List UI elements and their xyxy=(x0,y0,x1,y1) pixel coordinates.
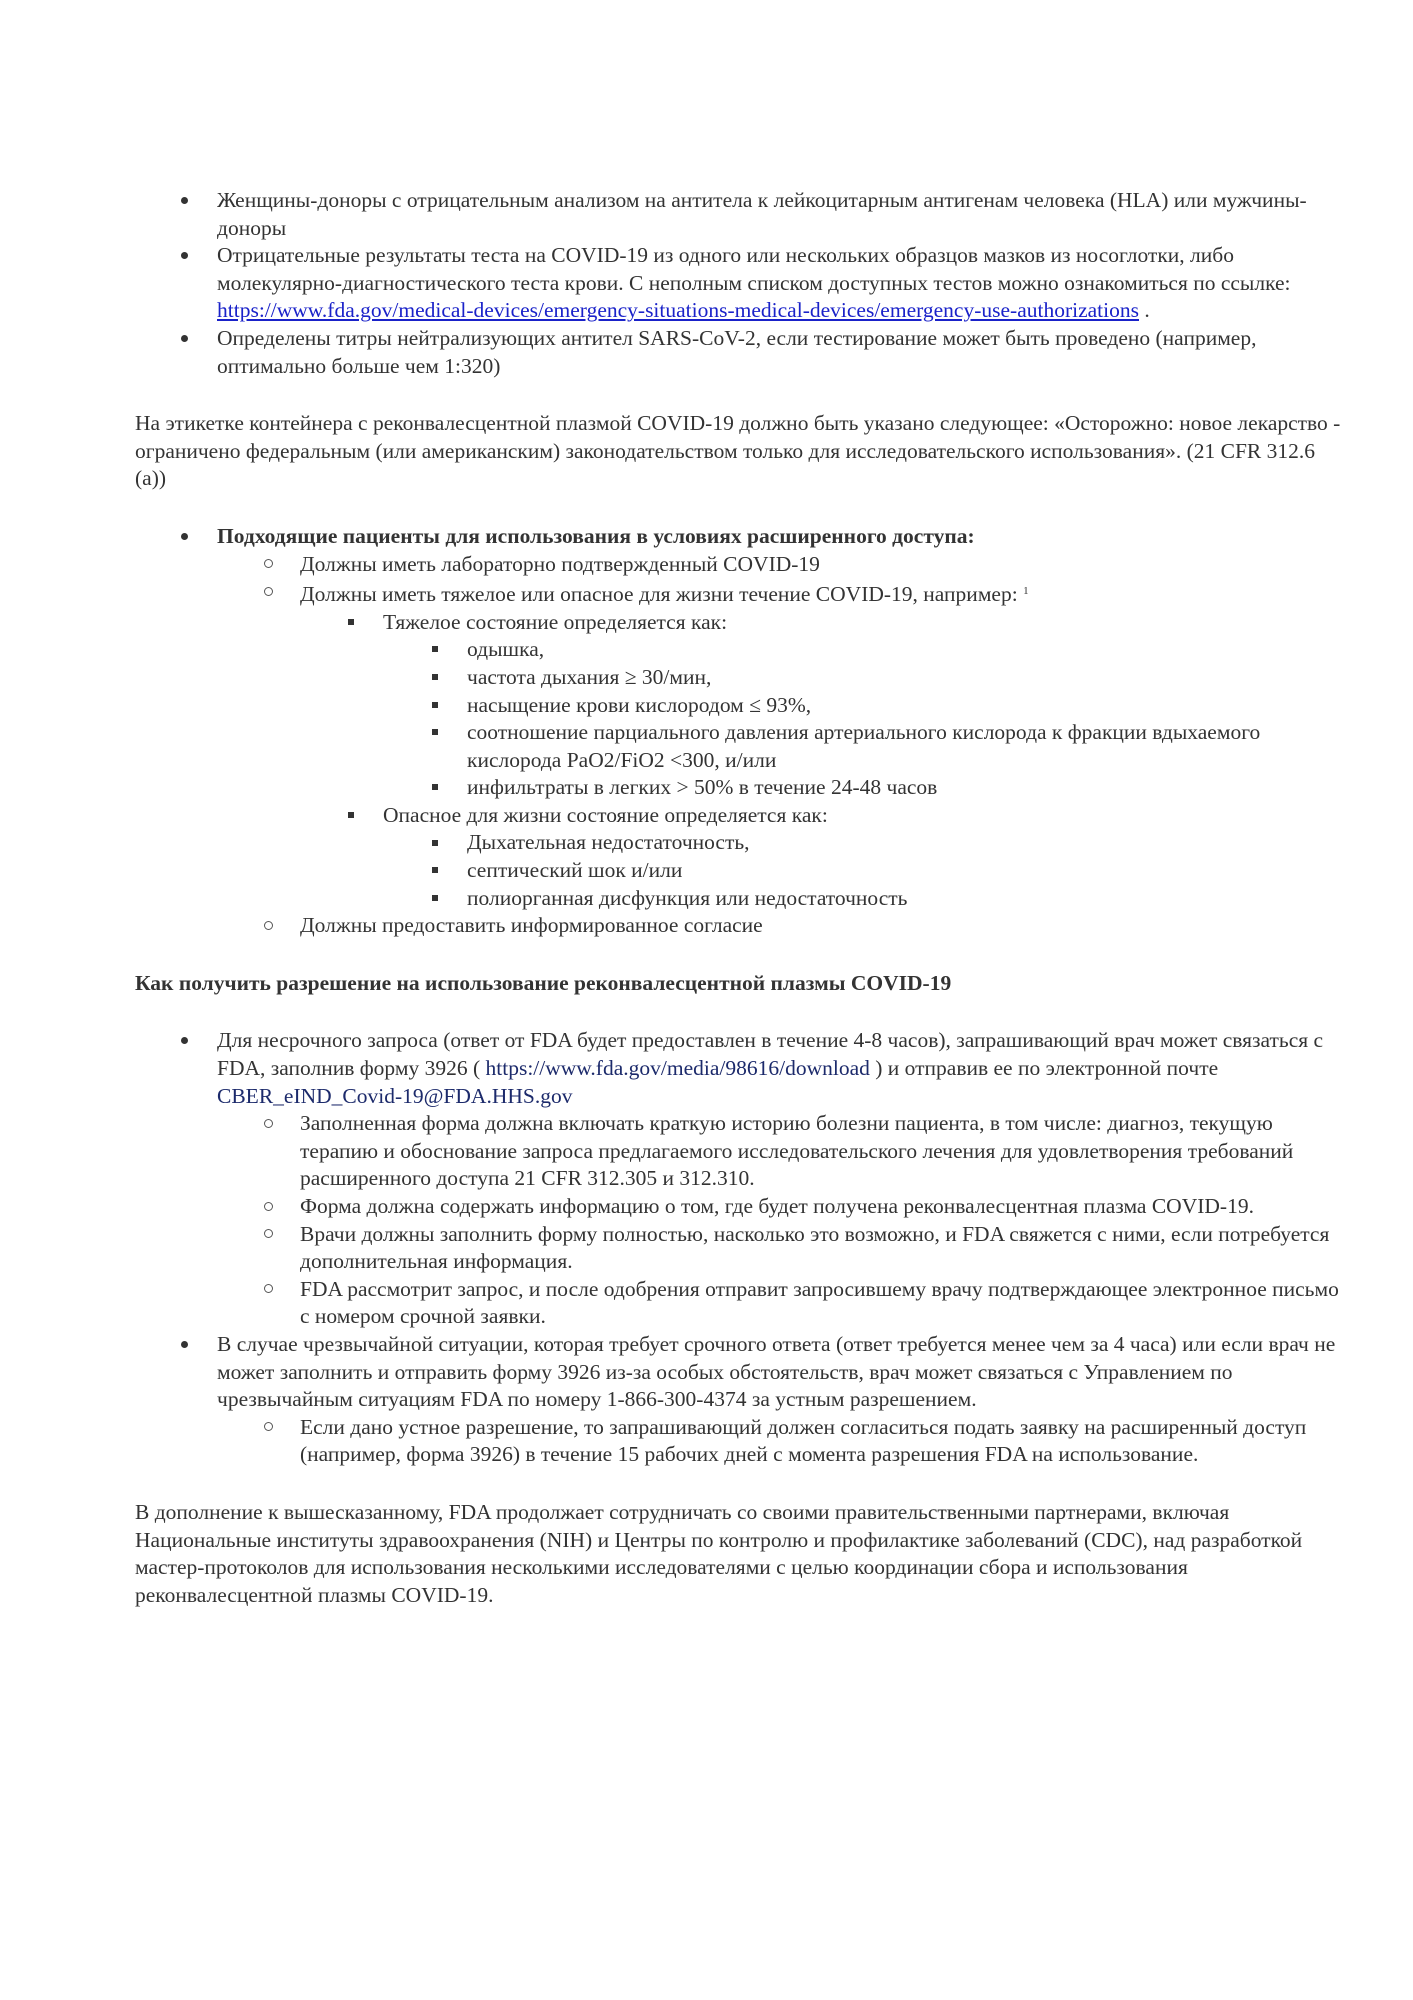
bullet-circle-icon xyxy=(258,578,278,606)
list-item-text: Женщины-доноры с отрицательным анализом на антитела к лейкоцитарным антигенам человека (HLA) или мужчины-доноры xyxy=(217,188,1307,240)
list-item xyxy=(135,1414,1345,1469)
list-item-text: Должны иметь тяжелое или опасное для жизни течение COVID-19, например: xyxy=(300,582,1024,607)
bullet-square-icon xyxy=(425,664,445,692)
section-heading: Как получить разрешение на использование реконвалесцентной плазмы COVID-19 xyxy=(135,970,952,995)
bullet-square-icon xyxy=(425,636,445,664)
list-item xyxy=(135,664,1345,692)
list-item xyxy=(135,912,1345,940)
list-item xyxy=(135,1331,1345,1414)
list-item xyxy=(135,1276,1345,1331)
list-item-text: Опасное для жизни состояние определяется как: xyxy=(383,802,828,827)
donor-criteria-list xyxy=(135,187,1345,380)
list-item-text: . xyxy=(1139,298,1150,323)
bullet-circle-icon xyxy=(258,1193,278,1221)
list-item-text: Должны предоставить информированное согласие xyxy=(300,913,763,938)
bullet-square-icon xyxy=(341,802,361,830)
bullet-dot-icon xyxy=(174,1027,194,1055)
bullet-dot-icon xyxy=(174,187,194,215)
bullet-circle-icon xyxy=(258,1110,278,1138)
bullet-square-icon xyxy=(425,719,445,747)
label-paragraph: На этикетке контейнера с реконвалесцентной плазмой COVID-19 должно быть указано следующее: «Осторожно: новое лекарство - ограничено федеральным (или американским) законодательством только для исследовательского использования». (21 CFR 312.6 (a)) xyxy=(135,411,1341,491)
list-item-text: ) и отправив ее по электронной почте xyxy=(869,1056,1219,1081)
list-item-text: Для несрочного запроса (ответ от FDA будет предоставлен в течение 4-8 часов), запрашивающий врач может связаться с FDA, заполнив форму 3926 ( xyxy=(217,1028,1324,1081)
closing-paragraph: В дополнение к вышесказанному, FDA продолжает сотрудничать со своими правительственными партнерами, включая Национальные институты здравоохранения (NIH) и Центры по контролю и профилактике заболеваний (CDC), над разработкой мастер-протоколов для использования несколькими исследователями с целью координации сбора и использования реконвалесцентной плазмы COVID-19. xyxy=(135,1499,1303,1607)
eligible-patients-list xyxy=(135,523,1345,940)
footnote-marker[interactable]: 1 xyxy=(1023,585,1029,598)
bullet-dot-icon xyxy=(174,523,194,551)
list-item-text: одышка, xyxy=(467,637,545,662)
bullet-square-icon xyxy=(425,774,445,802)
bullet-circle-icon xyxy=(258,1414,278,1442)
list-item xyxy=(135,187,1345,242)
list-item xyxy=(135,636,1345,664)
list-item-text: насыщение крови кислородом ≤ 93%, xyxy=(467,692,812,717)
bullet-square-icon xyxy=(341,609,361,637)
list-item-text: Дыхательная недостаточность, xyxy=(467,830,750,855)
list-item xyxy=(135,1110,1345,1193)
list-item xyxy=(135,774,1345,802)
document-page xyxy=(135,187,1345,1609)
list-item xyxy=(135,857,1345,885)
list-item-text: Отрицательные результаты теста на COVID-19 из одного или нескольких образцов мазков из носоглотки, либо молекулярно-диагностического теста крови. С неполным списком доступных тестов можно ознакомиться по ссылке: xyxy=(217,243,1291,295)
list-item xyxy=(135,802,1345,830)
list-item-text: полиорганная дисфункция или недостаточность xyxy=(467,885,908,910)
bullet-dot-icon xyxy=(174,1331,194,1359)
list-item-text: Форма должна содержать информацию о том, где будет получена реконвалесцентная плазма COVID-19. xyxy=(300,1194,1254,1218)
section-subheading: Подходящие пациенты для использования в условиях расширенного доступа: xyxy=(217,523,975,548)
bullet-square-icon xyxy=(425,829,445,857)
list-item xyxy=(135,719,1345,774)
list-item xyxy=(135,885,1345,913)
bullet-dot-icon xyxy=(174,242,194,270)
spacer xyxy=(135,940,1345,970)
list-item-text: Заполненная форма должна включать краткую историю болезни пациента, в том числе: диагноз, текущую терапию и обоснование запроса предлагаемого исследовательского лечения для удовлетворения требований расширенного доступа 21 CFR 312.305 и 312.310. xyxy=(300,1111,1294,1191)
bullet-square-icon xyxy=(425,885,445,913)
list-item xyxy=(135,829,1345,857)
bullet-dot-icon xyxy=(174,325,194,353)
list-item xyxy=(135,551,1345,579)
email-link[interactable]: CBER_eIND_Covid-19@FDA.HHS.gov xyxy=(217,1083,573,1108)
how-to-list xyxy=(135,1027,1345,1469)
list-item xyxy=(135,1221,1345,1276)
list-item-text: Должны иметь лабораторно подтвержденный COVID-19 xyxy=(300,551,820,576)
bullet-circle-icon xyxy=(258,1221,278,1249)
bullet-square-icon xyxy=(425,857,445,885)
list-item-text: Тяжелое состояние определяется как: xyxy=(383,609,728,634)
list-item xyxy=(135,523,1345,551)
spacer xyxy=(135,380,1345,410)
spacer xyxy=(135,997,1345,1027)
list-item xyxy=(135,1193,1345,1221)
bullet-circle-icon xyxy=(258,912,278,940)
bullet-circle-icon xyxy=(258,1276,278,1304)
list-item-text: инфильтраты в легких > 50% в течение 24-48 часов xyxy=(467,775,938,800)
list-item-text: FDA рассмотрит запрос, и после одобрения отправит запросившему врачу подтверждающее электронное письмо с номером срочной заявки. xyxy=(300,1276,1339,1329)
bullet-circle-icon xyxy=(258,551,278,579)
list-item xyxy=(135,578,1345,609)
bullet-square-icon xyxy=(425,692,445,720)
list-item-text: Определены титры нейтрализующих антител SARS-CoV-2, если тестирование может быть проведено (например, оптимально больше чем 1:320) xyxy=(217,325,1257,378)
list-item-text: Врачи должны заполнить форму полностью, насколько это возможно, и FDA свяжется с ними, если потребуется дополнительная информация. xyxy=(300,1221,1330,1274)
list-item xyxy=(135,609,1345,637)
list-item xyxy=(135,1027,1345,1110)
fda-eua-link[interactable]: https://www.fda.gov/medical-devices/emergency-situations-medical-devices/emergency-use-authorizations xyxy=(217,298,1139,323)
form-3926-download-link[interactable]: https://www.fda.gov/media/98616/download xyxy=(485,1056,870,1081)
spacer xyxy=(135,1469,1345,1499)
list-item-text: частота дыхания ≥ 30/мин, xyxy=(467,664,712,689)
spacer xyxy=(135,493,1345,523)
list-item xyxy=(135,325,1345,380)
list-item-text: септический шок и/или xyxy=(467,858,683,883)
list-item xyxy=(135,242,1345,325)
list-item-text: Если дано устное разрешение, то запрашивающий должен согласиться подать заявку на расширенный доступ (например, форма 3926) в течение 15 рабочих дней с момента разрешения FDA на использование. xyxy=(300,1414,1307,1467)
list-item-text: В случае чрезвычайной ситуации, которая требует срочного ответа (ответ требуется менее чем за 4 часа) или если врач не может заполнить и отправить форму 3926 из-за особых обстоятельств, врач может связаться с Управлением по чрезвычайным ситуациям FDA по номеру 1-866-300-4374 за устным разрешением. xyxy=(217,1331,1336,1412)
list-item xyxy=(135,692,1345,720)
list-item-text: соотношение парциального давления артериального кислорода к фракции вдыхаемого кислорода PaO2/FiO2 <300, и/или xyxy=(467,720,1261,772)
